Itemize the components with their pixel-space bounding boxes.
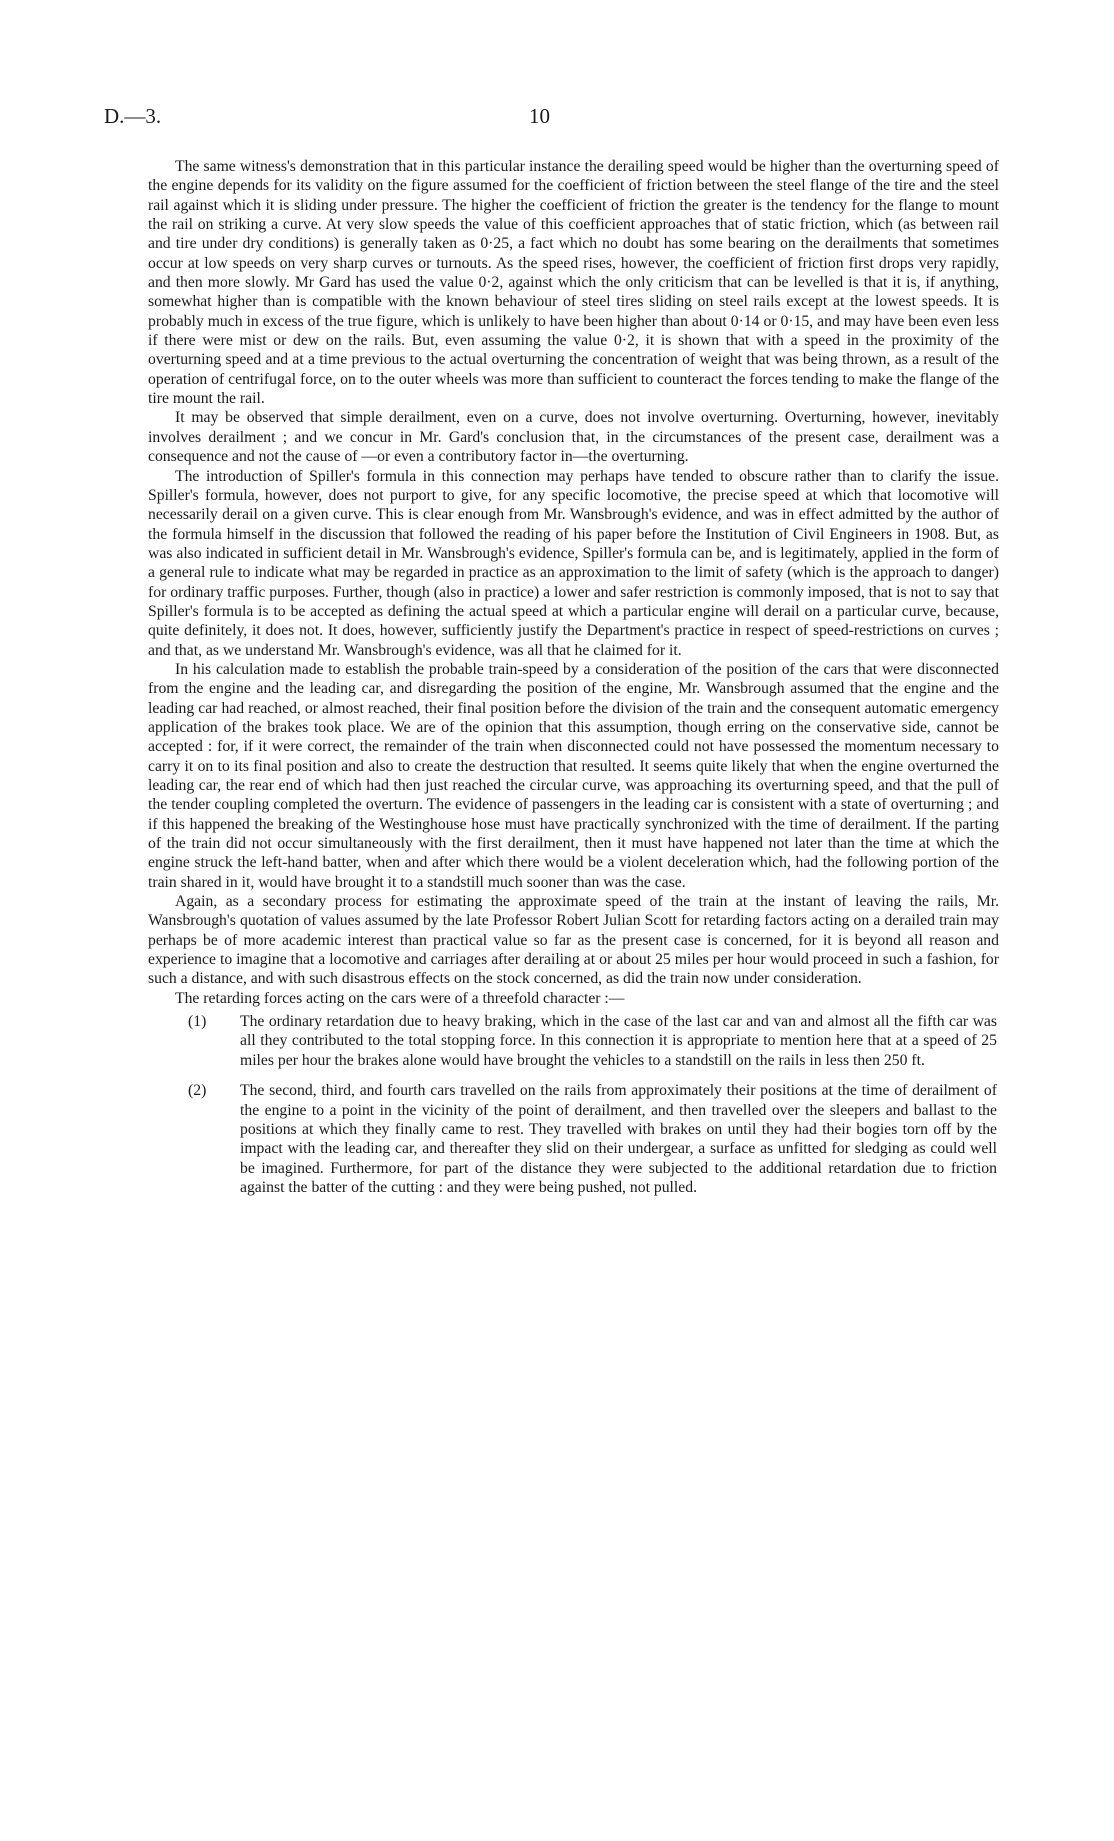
- paragraph-spillers-formula: The introduction of Spiller's formula in this connection may perhaps have tended to obscure rather than to clarify the issue. Spiller's formula, however, does not purport to give, for any specific locomotive, the precise speed at which that locomotive will necessarily derail on a given curve. This is clear enough from Mr. Wansbrough's evidence, and was in effect admitted by the author of the formula himself in the discussion that followed the reading of his paper before the Institution of Civil Engineers in 1908. But, as was also indicated in sufficient detail in Mr. Wansbrough's evidence, Spiller's formula can be, and is legitimately, applied in the form of a general rule to indicate what may be regarded in practice as an approximation to the limit of safety (which is the approach to danger) for ordinary traffic purposes. Further, though (also in practice) a lower and safer restriction is commonly imposed, that is not to say that Spiller's formula is to be accepted as defining the actual speed at which a particular engine will derail on a particular curve, because, quite definitely, it does not. It does, however, sufficiently justify the Department's practice in respect of speed-restrictions on curves ; and that, as we understand Mr. Wansbrough's evidence, was all that he claimed for it.: [148, 467, 999, 659]
- list-item-text: The ordinary retardation due to heavy braking, which in the case of the last car and van and almost all the fifth car was all they contributed to the total stopping force. In this connection it is appropriate to mention here that at a speed of 25 miles per hour the brakes alone would have brought the vehicles to a standstill on the rails in less then 250 ft.: [240, 1013, 997, 1069]
- running-head: [0, 104, 1114, 132]
- paragraph-derailment-overturning: It may be observed that simple derailment, even on a curve, does not involve overturning. Overturning, however, inevitably involves derailment ; and we concur in Mr. Gard's conclusion that, in the circumstances of the present case, derailment was a consequence and not the cause of —or even a contributory factor in—the overturning.: [148, 409, 999, 466]
- retarding-forces-list: [148, 1012, 999, 1197]
- body-text: [148, 157, 999, 1208]
- list-item: [148, 1081, 999, 1197]
- list-item: [148, 1012, 999, 1070]
- list-item-marker: (1): [188, 1013, 207, 1031]
- document-reference: D.—3.: [104, 104, 162, 128]
- page-number: 10: [529, 104, 550, 128]
- paragraph-friction-coefficient: The same witness's demonstration that in this particular instance the derailing speed would be higher than the overturning speed of the engine depends for its validity on the figure assumed for the coefficient of friction between the steel flange of the tire and the steel rail against which it is sliding under pressure. The higher the coefficient of friction the greater is the tendency for the flange to mount the rail on striking a curve. At very slow speeds the value of this coefficient approaches that of static friction, which (as between rail and tire under dry conditions) is generally taken as 0·25, a fact which no doubt has some bearing on the derailments that sometimes occur at low speeds on very sharp curves or turnouts. As the speed rises, however, the coefficient of friction first drops very rapidly, and then more slowly. Mr Gard has used the value 0·2, against which the only criticism that can be levelled is that it is, if anything, somewhat higher than is compatible with the known behaviour of steel tires sliding on steel rails except at the lowest speeds. It is probably much in excess of the true figure, which is unlikely to have been higher than about 0·14 or 0·15, and may have been even less if there were mist or dew on the rails. But, even assuming the value 0·2, it is shown that with a speed in the proximity of the overturning speed and at a time previous to the actual overturning the concentration of weight that was being thrown, as a result of the operation of centrifugal force, on to the outer wheels was more than sufficient to counteract the forces tending to make the flange of the tire mount the rail.: [148, 158, 999, 408]
- list-intro: The retarding forces acting on the cars were of a threefold character :—: [175, 989, 625, 1007]
- paragraph-retarding-factors: Again, as a secondary process for estimating the approximate speed of the train at the instant of leaving the rails, Mr. Wansbrough's quotation of values assumed by the late Professor Robert Julian Scott for retarding factors acting on a derailed train may perhaps be of more academic interest than practical value so far as the present case is concerned, for it is beyond all reason and experience to imagine that a locomotive and carriages after derailing at or about 25 miles per hour would proceed in such a fashion, for such a distance, and with such disastrous effects on the stock concerned, as did the train now under consideration.: [148, 893, 999, 988]
- paragraph-train-speed-calculation: In his calculation made to establish the probable train-speed by a consideration of the position of the cars that were disconnected from the engine and the leading car, and disregarding the position of the engine, Mr. Wansbrough assumed that the engine and the leading car had reached, or almost reached, their final position before the division of the train and the consequent automatic emergency application of the brakes took place. We are of the opinion that this assumption, though erring on the conservative side, cannot be accepted : for, if it were correct, the remainder of the train when disconnected could not have possessed the momentum necessary to carry it on to its final position and also to create the destruction that resulted. It seems quite likely that when the engine overturned the leading car, the rear end of which had then just reached the circular curve, was approaching its overturning speed, and that the pull of the tender coupling completed the overturn. The evidence of passengers in the leading car is consistent with a state of overturning ; and if this happened the breaking of the Westinghouse hose must have practically synchronized with the time of derailment. If the parting of the train did not occur simultaneously with the first derailment, then it must have happened not later than the time at which the engine struck the left-hand batter, when and after which there would be a violent deceleration which, had the following portion of the train shared in it, would have brought it to a standstill much sooner than was the case.: [148, 660, 999, 891]
- list-item-marker: (2): [188, 1082, 207, 1100]
- list-item-text: The second, third, and fourth cars travelled on the rails from approximately their positions at the time of derailment of the engine to a point in the vicinity of the point of derailment, and then travelled over the sleepers and ballast to the positions at which they finally came to rest. They travelled with brakes on until they had their bogies torn off by the impact with the leading car, and thereafter they slid on their undergear, a surface as unfitted for sledging as could well be imagined. Furthermore, for part of the distance they were subjected to the additional retardation due to friction against the batter of the cutting : and they were being pushed, not pulled.: [240, 1082, 997, 1196]
